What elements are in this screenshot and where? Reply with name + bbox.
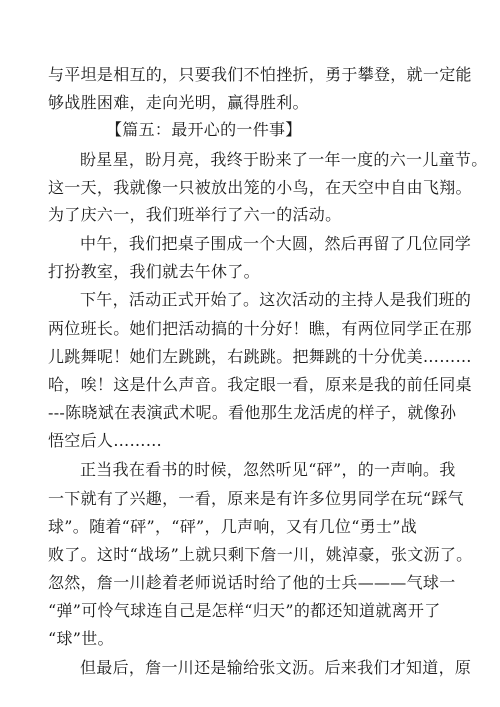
text-line: 球”。随着“砰”，“砰”，几声响，又有几位“勇士”战: [48, 517, 418, 536]
text-line: 正当我在看书的时候，忽然听见“砰”，的一声响。我: [80, 460, 456, 479]
text-line: 两位班长。她们把活动搞的十分好！瞧，有两位同学正在那: [48, 319, 472, 338]
text-line: 忽然，詹一川趁着老师说话时给了他的士兵———气球一: [48, 573, 456, 592]
text-line: 但最后，詹一川还是输给张文沥。后来我们才知道，原: [80, 658, 472, 677]
text-line: “弹”可怜气球连自己是怎样“归天”的都还知道就离开了: [48, 601, 441, 620]
text-line: 盼星星，盼月亮，我终于盼来了一年一度的六一儿童节。: [80, 150, 488, 169]
text-line: 儿跳舞呢！她们左跳跳，右跳跳。把舞跳的十分优美………: [48, 347, 472, 366]
text-line: 为了庆六一，我们班举行了六一的活动。: [48, 205, 342, 224]
text-line: 哈，唉！这是什么声音。我定眼一看，原来是我的前任同桌: [48, 375, 472, 394]
text-line: 一下就有了兴趣，一看，原来是有许多位男同学在玩“踩气: [48, 489, 464, 508]
text-line: 中午，我们把桌子围成一个大圆，然后再留了几位同学: [80, 234, 472, 253]
text-line: 这一天，我就像一只被放出笼的小鸟，在天空中自由飞翔。: [48, 178, 472, 197]
text-line: 打扮教室，我们就去午休了。: [48, 262, 260, 281]
text-line: ---陈晓斌在表演武术呢。看他那生龙活虎的样子，就像孙: [48, 403, 457, 422]
text-line: 败了。这时“战场”上就只剩下詹一川，姚淖豪，张文沥了。: [48, 545, 473, 564]
text-line: 与平坦是相互的，只要我们不怕挫折，勇于攀登，就一定能: [48, 65, 472, 84]
text-line: 下午，活动正式开始了。这次活动的主持人是我们班的: [80, 290, 472, 309]
section-heading: 【篇五：最开心的一件事】: [106, 120, 302, 139]
text-line: “球”世。: [48, 629, 114, 648]
text-line: 悟空后人………: [48, 431, 163, 450]
text-line: 够战胜困难，走向光明，赢得胜利。: [48, 93, 309, 112]
